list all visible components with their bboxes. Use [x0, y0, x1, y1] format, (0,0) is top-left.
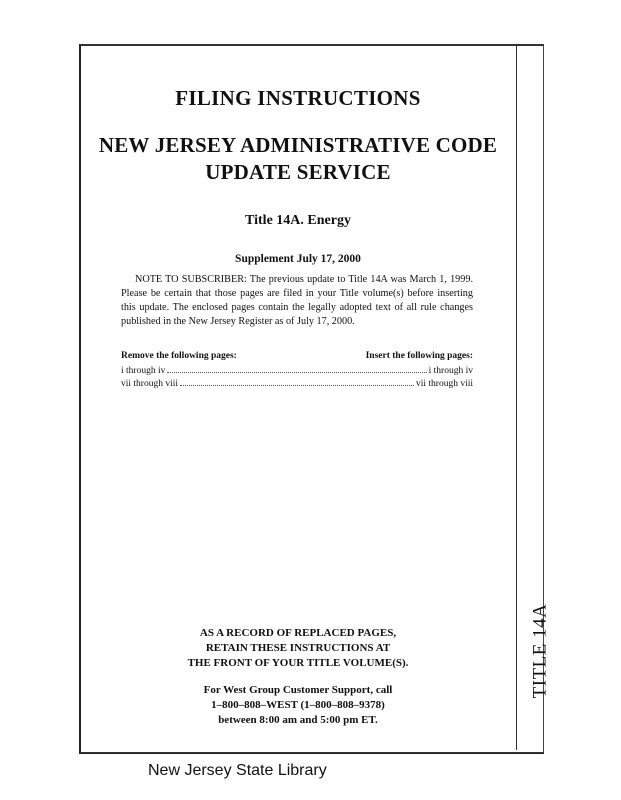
subscriber-note: [121, 273, 473, 329]
code-title-line2: UPDATE SERVICE: [205, 160, 391, 184]
support-phone: 1–800–808–WEST (1–800–808–9378): [211, 699, 385, 711]
pages-table-header: [121, 351, 473, 361]
remove-pages: vii through viii: [121, 379, 178, 389]
library-stamp: New Jersey State Library: [148, 762, 327, 779]
table-row: [121, 364, 473, 376]
table-row: [121, 377, 473, 389]
customer-support: [80, 683, 516, 728]
support-line1: For West Group Customer Support, call: [203, 684, 393, 696]
page-heading: FILING INSTRUCTIONS: [175, 86, 421, 110]
spine-label: [528, 603, 552, 699]
leader-dots: [167, 364, 426, 373]
code-title-line1: NEW JERSEY ADMINISTRATIVE CODE: [98, 133, 498, 157]
frame-bottom-rule: [79, 752, 542, 753]
retain-line3: THE FRONT OF YOUR TITLE VOLUME(S).: [187, 657, 409, 669]
insert-pages: i through iv: [428, 366, 473, 376]
retain-line2: RETAIN THESE INSTRUCTIONS AT: [205, 642, 391, 654]
remove-pages: i through iv: [121, 366, 166, 376]
spine-divider: [516, 46, 517, 750]
retain-line1: AS A RECORD OF REPLACED PAGES,: [199, 627, 397, 639]
subscriber-note-text: NOTE TO SUBSCRIBER: The previous update to Title 14A was March 1, 1999. Please be certain that those pages are filed in your Title volume(s) before inserting this update. The enclosed pages contain the legally adopted text of all rule changes published in the New Jersey Register as of July 17, 2000.: [121, 274, 473, 327]
title-line: Title 14A. Energy: [245, 213, 351, 228]
retain-instructions: [80, 626, 516, 671]
insert-header: Insert the following pages:: [365, 351, 473, 361]
supplement-date: Supplement July 17, 2000: [235, 253, 361, 265]
leader-dots: [180, 377, 414, 386]
remove-header: Remove the following pages:: [121, 351, 237, 361]
spine-label-text: TITLE 14A: [529, 603, 551, 699]
support-hours: between 8:00 am and 5:00 pm ET.: [218, 714, 378, 726]
insert-pages: vii through viii: [416, 379, 473, 389]
